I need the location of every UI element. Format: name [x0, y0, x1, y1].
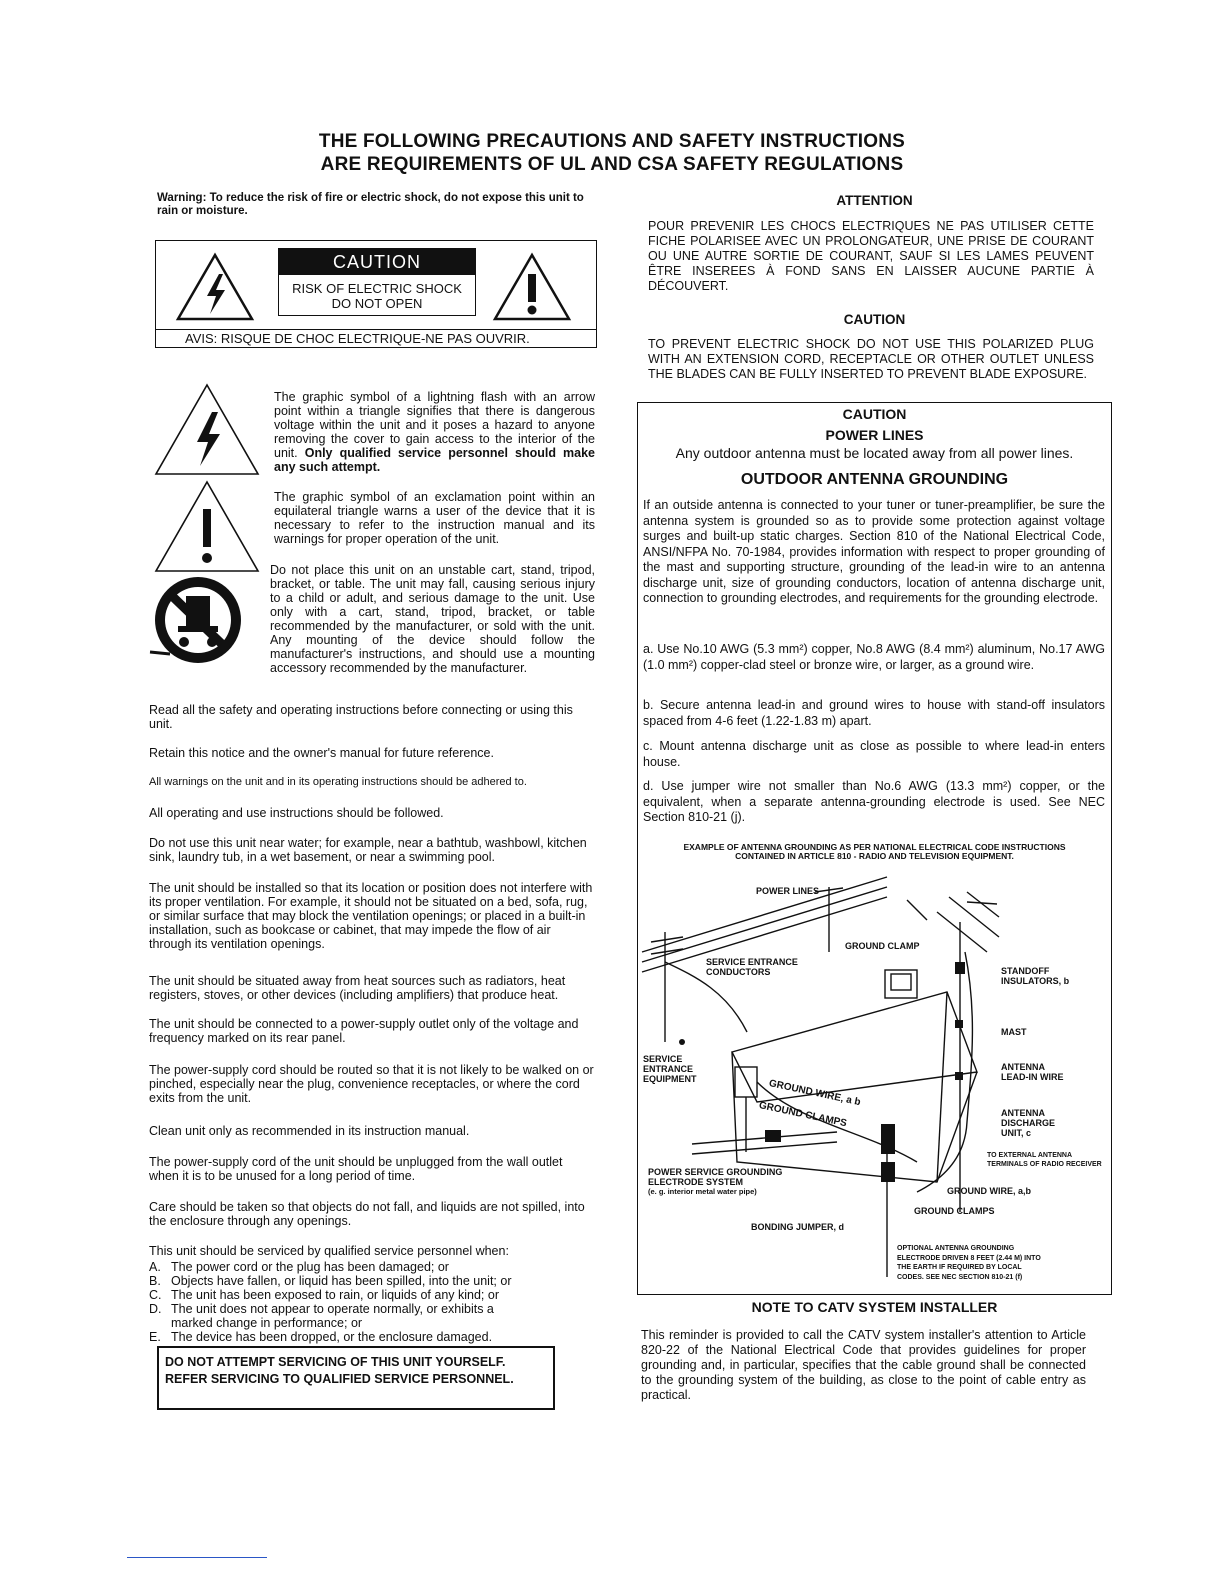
- label-optional-2: ELECTRODE DRIVEN 8 FEET (2.44 M) INTO: [897, 1254, 1041, 1262]
- label-discharge-2: DISCHARGE: [1001, 1118, 1056, 1128]
- label-ground-clamp: GROUND CLAMP: [845, 941, 920, 951]
- label-service-entrance-2: CONDUCTORS: [706, 967, 771, 977]
- cart-description: Do not place this unit on an unstable cart, stand, tripod, bracket, or table. The unit may fall, causing serious injury to a child or adult, and serious damage to the unit. Use only with a cart, stand, tripod, bracket, or table recommended by the manufacturer, or sold with the unit. Any mounting of the device should follow the manufacturer's instructions, and should use a mounting accessory recommended by the manufacturer.: [270, 563, 595, 675]
- attention-text: POUR PREVENIR LES CHOCS ELECTRIQUES NE PAS UTILISER CETTE FICHE POLARISEE AVEC UN PROLONGATEUR, UNE PRISE DE COURANT OU UNE AUTRE SORTIE DE COURANT, SAUF SI LES LAMES PEUVENT ÊTRE INSEREES À FOND SANS EN LAISSER AUCUNE PARTIE À DÉCOUVERT.: [648, 219, 1094, 293]
- label-antenna-lead-in: [1001, 1062, 1064, 1082]
- service-item-text: The unit does not appear to operate normally, or exhibits a marked change in performance; or: [171, 1302, 494, 1330]
- label-optional-electrode: [897, 1244, 1041, 1282]
- instruction-4: All operating and use instructions should be followed.: [149, 806, 444, 820]
- caution-label-head: CAUTION: [279, 249, 475, 275]
- instruction-10: Clean unit only as recommended in its instruction manual.: [149, 1124, 470, 1138]
- label-optional-4: CODES. SEE NEC SECTION 810-21 (f): [897, 1273, 1023, 1281]
- warning-text: Warning: To reduce the risk of fire or electric shock, do not expose this unit to rain or moisture.: [157, 192, 584, 217]
- instruction-5: Do not use this unit near water; for example, near a bathtub, washbowl, kitchen sink, laundry tub, in a wet basement, or near a swimming pool.: [149, 836, 587, 864]
- label-power-service: [648, 1167, 782, 1197]
- example-caption: [637, 843, 1112, 861]
- caution-label-line-2: DO NOT OPEN: [331, 296, 423, 311]
- lightning-symbol-icon: [152, 382, 262, 478]
- example-caption-line-1: EXAMPLE OF ANTENNA GROUNDING AS PER NATIONAL ELECTRICAL CODE INSTRUCTIONS: [683, 842, 1066, 852]
- service-item-letter: E.: [149, 1330, 161, 1344]
- title-line-2: ARE REQUIREMENTS OF UL AND CSA SAFETY REGULATIONS: [320, 154, 904, 175]
- page-title: [0, 130, 1224, 176]
- title-line-1: THE FOLLOWING PRECAUTIONS AND SAFETY INSTRUCTIONS: [318, 131, 906, 152]
- instruction-1: Read all the safety and operating instructions before connecting or using this unit.: [149, 703, 573, 731]
- do-not-service-box: [157, 1346, 555, 1410]
- caution-text: TO PREVENT ELECTRIC SHOCK DO NOT USE THIS POLARIZED PLUG WITH AN EXTENSION CORD, RECEPTACLE OR OTHER OUTLET UNLESS THE BLADES CAN BE FULLY INSERTED TO PREVENT BLADE EXPOSURE.: [648, 337, 1094, 381]
- label-power-lines: POWER LINES: [756, 886, 820, 896]
- label-mast: MAST: [1001, 1027, 1027, 1037]
- label-terminals-2: TERMINALS OF RADIO RECEIVER: [987, 1161, 1102, 1168]
- service-item: [149, 1288, 539, 1302]
- service-item-letter: C.: [149, 1288, 162, 1302]
- grounding-caution-heading: CAUTION: [842, 406, 907, 422]
- label-power-service-3: (e. g. interior metal water pipe): [648, 1187, 757, 1196]
- instruction-12: Care should be taken so that objects do not fall, and liquids are not spilled, into the enclosure through any openings.: [149, 1200, 585, 1228]
- service-item: [149, 1274, 539, 1288]
- label-discharge-3: UNIT, c: [1001, 1128, 1032, 1138]
- lightning-triangle-icon: [175, 252, 255, 322]
- lightning-description: [274, 390, 595, 474]
- label-service-3: EQUIPMENT: [643, 1074, 697, 1084]
- label-terminals-1: TO EXTERNAL ANTENNA: [987, 1152, 1073, 1159]
- service-item-text: Objects have fallen, or liquid has been spilled, into the unit; or: [171, 1274, 512, 1288]
- power-lines-heading: POWER LINES: [825, 427, 924, 443]
- instruction-8: The unit should be connected to a power-supply outlet only of the voltage and frequency marked on its rear panel.: [149, 1017, 579, 1045]
- label-terminals: [987, 1151, 1102, 1169]
- attention-heading: ATTENTION: [836, 193, 913, 208]
- footer-line: [127, 1557, 267, 1558]
- service-item: [149, 1330, 539, 1344]
- label-antenna-lead-2: LEAD-IN WIRE: [1001, 1072, 1064, 1082]
- label-standoff: [1001, 966, 1069, 986]
- grounding-item-b: b. Secure antenna lead-in and ground wires to house with stand-off insulators spaced from 4-6 feet (1.22-1.83 m) apart.: [643, 698, 1105, 728]
- exclamation-symbol-icon: [152, 479, 262, 575]
- service-item-text: The unit has been exposed to rain, or liquids of any kind; or: [171, 1288, 499, 1302]
- service-item: [149, 1260, 539, 1274]
- label-standoff-1: STANDOFF: [1001, 966, 1050, 976]
- service-item-letter: A.: [149, 1260, 161, 1274]
- cart-warning-icon: [148, 574, 248, 670]
- grounding-item-d: d. Use jumper wire not smaller than No.6 AWG (13.3 mm²) copper, or the equivalent, when a separate antenna-grounding electrode is used. See NEC Section 810-21 (j).: [643, 779, 1105, 824]
- instruction-3: All warnings on the unit and in its operating instructions should be adhered to.: [149, 776, 527, 788]
- caution-label-line-1: RISK OF ELECTRIC SHOCK: [292, 281, 462, 296]
- label-power-service-1: POWER SERVICE GROUNDING: [648, 1167, 783, 1177]
- catv-heading: NOTE TO CATV SYSTEM INSTALLER: [751, 1299, 998, 1315]
- instruction-9: The power-supply cord should be routed so that it is not likely to be walked on or pinched, especially near the plug, convenience receptacles, or where the cord exits from the unit.: [149, 1063, 594, 1105]
- do-not-line-2: REFER SERVICING TO QUALIFIED SERVICE PERSONNEL.: [165, 1372, 514, 1386]
- label-optional-1: OPTIONAL ANTENNA GROUNDING: [897, 1245, 1015, 1252]
- label-service-entrance: [706, 957, 798, 977]
- label-antenna-lead-1: ANTENNA: [1001, 1062, 1045, 1072]
- service-item-text: The device has been dropped, or the enclosure damaged.: [171, 1330, 493, 1344]
- caution-label-body: [279, 281, 475, 311]
- avis-text: AVIS: RISQUE DE CHOC ELECTRIQUE-NE PAS OUVRIR.: [155, 329, 597, 348]
- grounding-item-c: c. Mount antenna discharge unit as close as possible to where lead-in enters house.: [643, 739, 1105, 769]
- lightning-description-text: The graphic symbol of a lightning flash with an arrow point within a triangle signifies that there is dangerous voltage within the unit and it poses a hazard to anyone removing the cover to gain access to the interior of the unit.: [274, 390, 595, 460]
- power-lines-text: Any outdoor antenna must be located away from all power lines.: [675, 445, 1074, 461]
- grounding-heading: OUTDOOR ANTENNA GROUNDING: [740, 471, 1009, 488]
- exclamation-description: The graphic symbol of an exclamation point within an equilateral triangle warns a user of the device that it is necessary to refer to the instruction manual and its warnings for proper operation of the unit.: [274, 490, 595, 546]
- service-item-letter: D.: [149, 1302, 162, 1316]
- exclamation-triangle-icon: [492, 252, 572, 322]
- grounding-intro: If an outside antenna is connected to your tuner or tuner-preamplifier, be sure the antenna system is grounded so as to provide some protection against voltage surges and built-up static charges. Section 810 of the National Electrical Code, ANSI/NFPA No. 70-1984, provides information with respect to proper grounding of the mast and supporting structure, grounding of the lead-in wire to an antenna discharge unit, size of grounding conductors, location of antenna discharge unit, connection to grounding electrodes, and requirements for the grounding electrode.: [643, 498, 1105, 605]
- label-service-equipment: [643, 1054, 697, 1084]
- service-item-text: The power cord or the plug has been damaged; or: [171, 1260, 449, 1274]
- label-ground-clamps-diagram: GROUND CLAMPS: [757, 1100, 848, 1130]
- label-ground-wire-2: GROUND WIRE, a,b: [947, 1186, 1032, 1196]
- label-ground-clamps-2: GROUND CLAMPS: [914, 1206, 995, 1216]
- label-service-entrance-1: SERVICE ENTRANCE: [706, 957, 798, 967]
- label-optional-3: THE EARTH IF REQUIRED BY LOCAL: [897, 1264, 1022, 1271]
- instruction-7: The unit should be situated away from heat sources such as radiators, heat registers, stoves, or other devices (including amplifiers) that produce heat.: [149, 974, 566, 1002]
- do-not-line-1: DO NOT ATTEMPT SERVICING OF THIS UNIT YOURSELF.: [165, 1355, 506, 1369]
- label-discharge-unit: [1001, 1108, 1055, 1138]
- label-discharge-1: ANTENNA: [1001, 1108, 1045, 1118]
- service-list: [149, 1260, 539, 1344]
- catv-text: This reminder is provided to call the CATV system installer's attention to Article 820-22 of the National Electrical Code that provides guidelines for proper grounding and, in particular, specifies that the cable ground shall be connected to the grounding system of the building, as close to the point of cable entry as practical.: [641, 1328, 1086, 1402]
- caution-heading: CAUTION: [843, 312, 906, 327]
- grounding-item-a: a. Use No.10 AWG (5.3 mm²) copper, No.8 AWG (8.4 mm²) aluminum, No.17 AWG (1.0 mm²) copper-clad steel or bronze wire, or larger, as a ground wire.: [643, 642, 1105, 672]
- instruction-2: Retain this notice and the owner's manual for future reference.: [149, 746, 494, 760]
- instruction-11: The power-supply cord of the unit should be unplugged from the wall outlet when it is to be unused for a long period of time.: [149, 1155, 563, 1183]
- service-intro: This unit should be serviced by qualified service personnel when:: [149, 1244, 509, 1258]
- label-bonding-jumper: BONDING JUMPER, d: [751, 1222, 845, 1232]
- service-item-letter: B.: [149, 1274, 161, 1288]
- lightning-description-bold: Only qualified service personnel should make any such attempt.: [274, 446, 595, 474]
- label-power-service-2: ELECTRODE SYSTEM: [648, 1177, 744, 1187]
- example-caption-line-2: CONTAINED IN ARTICLE 810 - RADIO AND TELEVISION EQUIPMENT.: [735, 851, 1014, 861]
- label-standoff-2: INSULATORS, b: [1001, 976, 1070, 986]
- label-ground-wire-diagram: GROUND WIRE, a b: [767, 1078, 862, 1109]
- label-service-1: SERVICE: [643, 1054, 683, 1064]
- label-service-2: ENTRANCE: [643, 1064, 694, 1074]
- instruction-6: The unit should be installed so that its location or position does not interfere with its proper ventilation. For example, it should not be situated on a bed, sofa, rug, or similar surface that may block the ventilation openings; or placed in a built-in installation, such as bookcase or cabinet, that may impede the flow of air through its ventilation openings.: [149, 881, 593, 951]
- service-item: [149, 1302, 539, 1330]
